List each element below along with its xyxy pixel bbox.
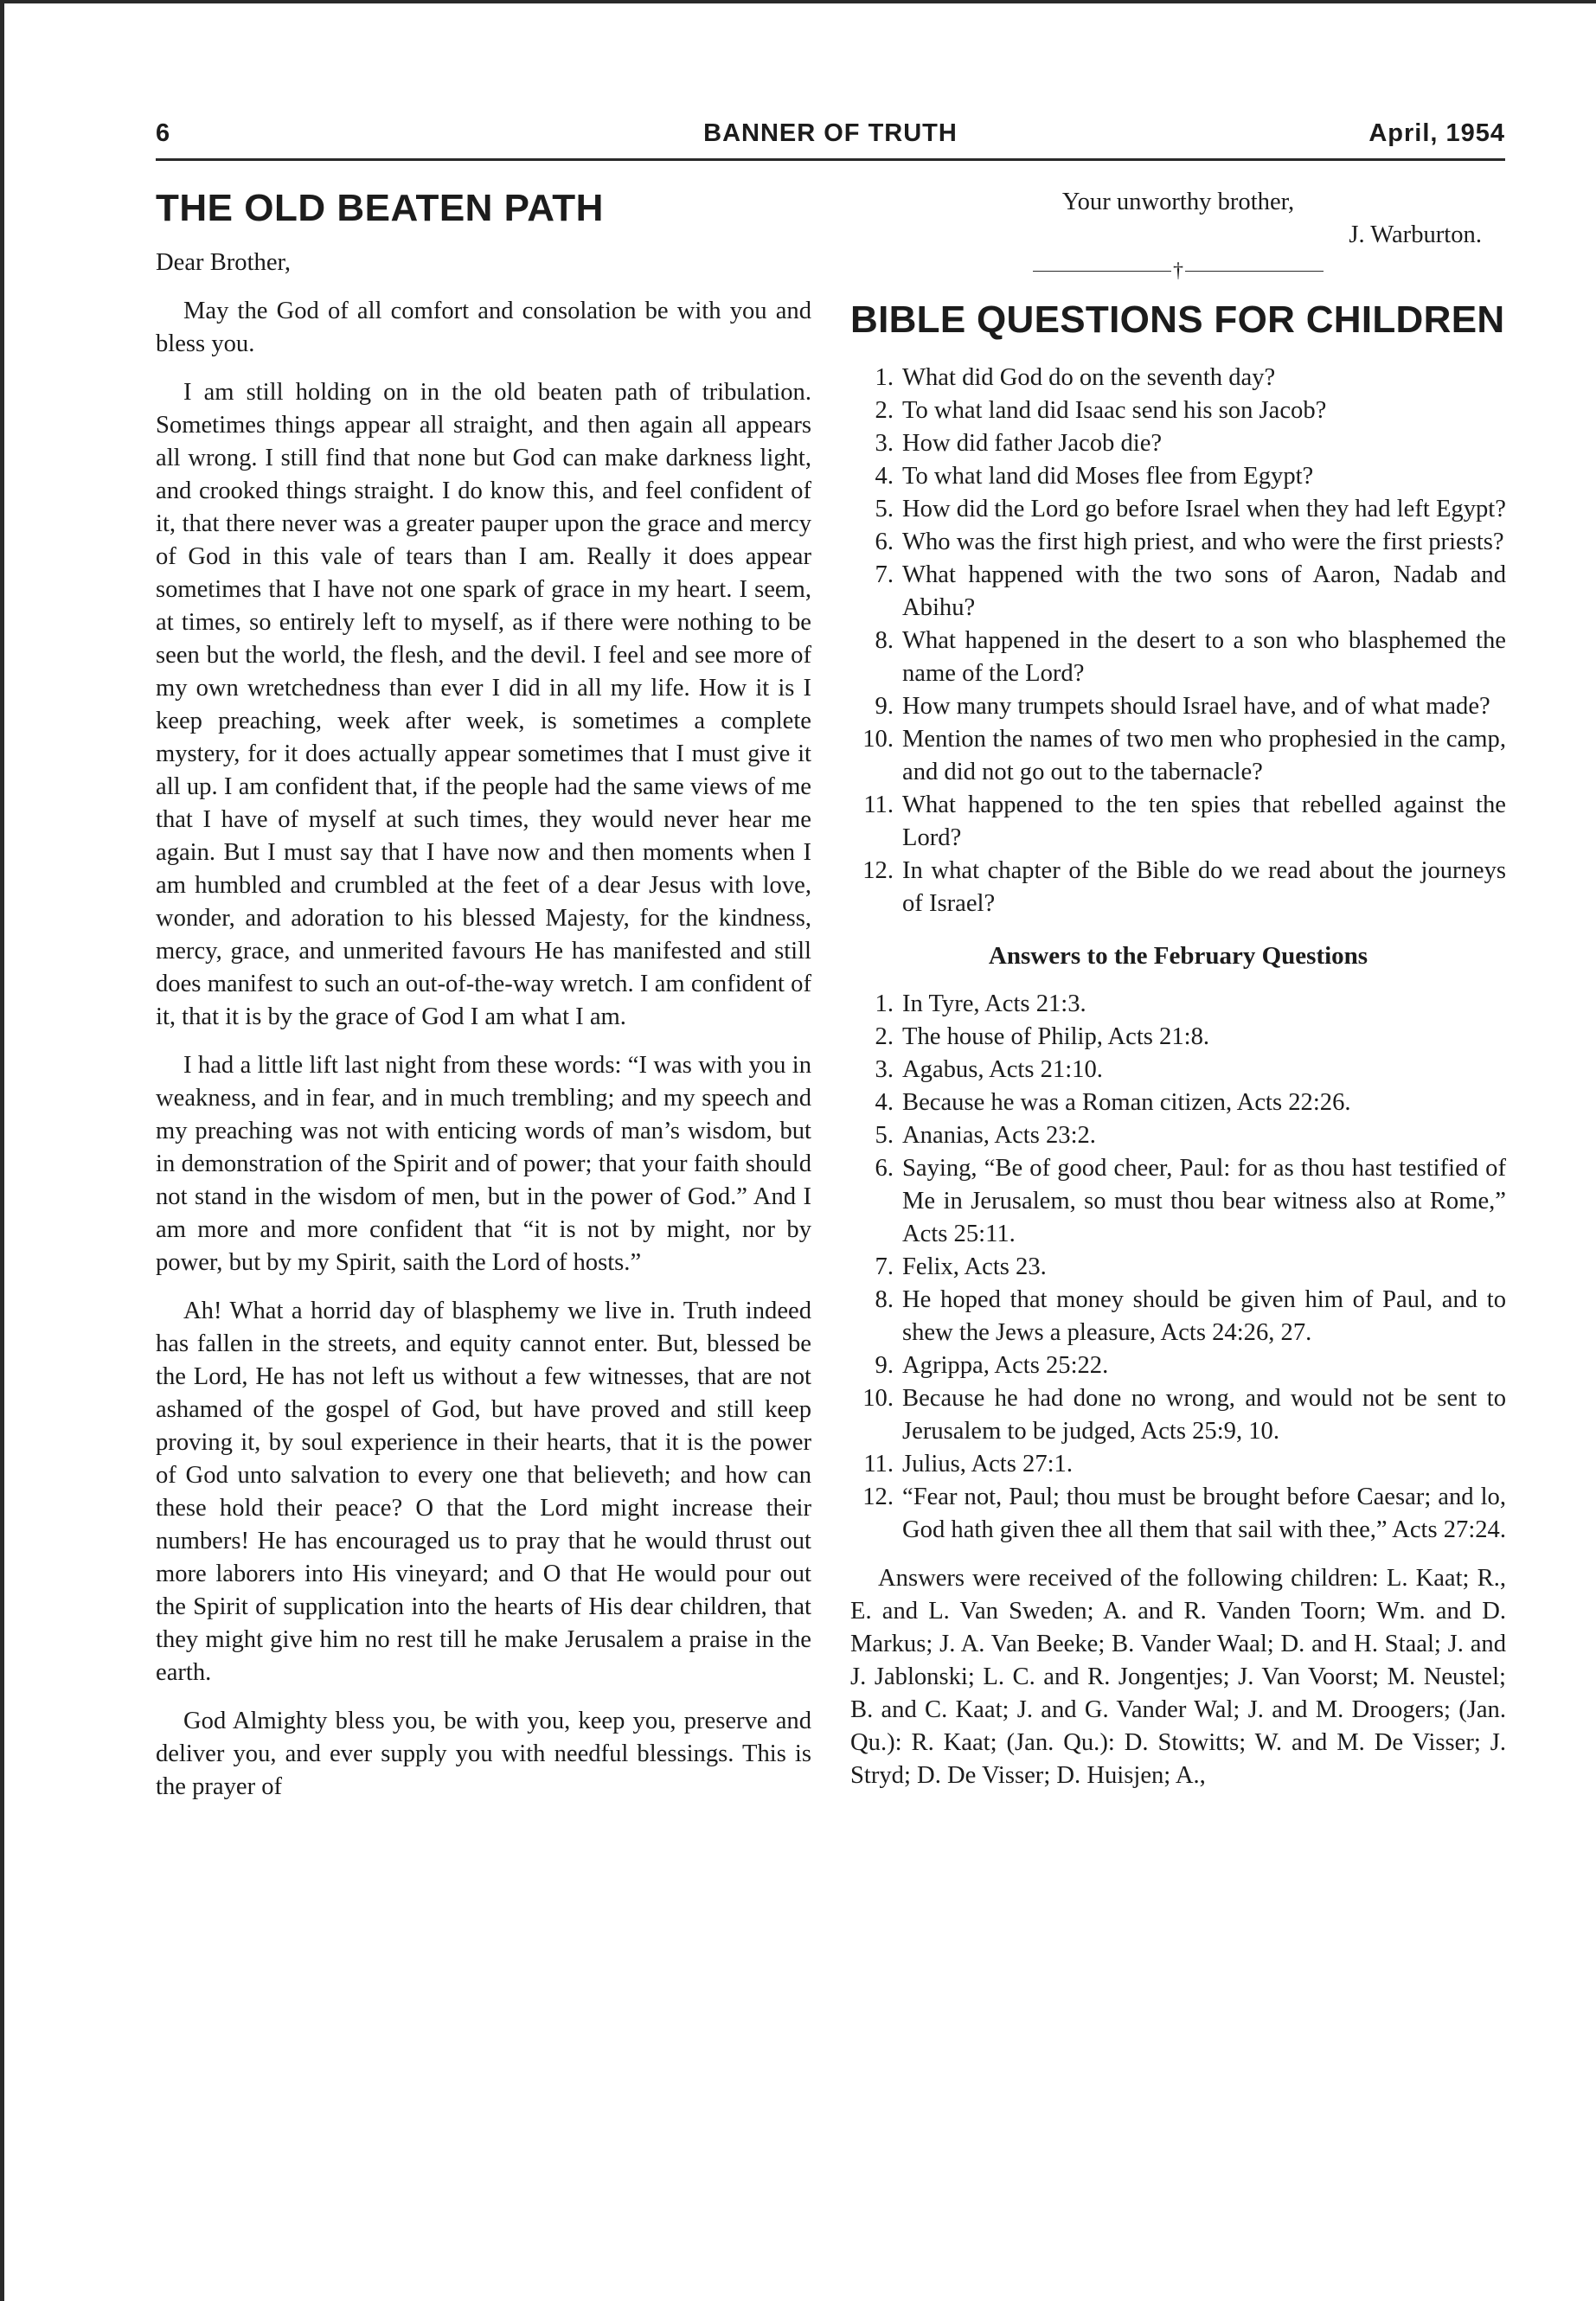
answer-item: 7. Felix, Acts 23. [875,1253,1047,1280]
answer-item: 5. Ananias, Acts 23:2. [875,1122,1096,1149]
masthead: BANNER OF TRUTH [703,119,958,147]
salutation: Dear Brother, [156,249,292,276]
received-note: Answers were received of the following children: L. Kaat; R., E. and L. Van Sweden; A. and R. Vanden Toorn; Wm. and D. Markus; J. A. Van Beeke; B. Vander Waal; D. and H. Staal; J. and J. Jablonski; L. C. and R. Jongentjes; J. Van Voorst; M. Neustel; B. and C. Kaat; J. and G. Vander Wal; J. and M. Droogers; (Jan. Qu.): R. Kaat; (Jan. Qu.): D. Stowitts; W. and M. De Visser; J. Stryd; D. De Visser; D. Huisjen; A., [850,1565,1506,1789]
issue-date: April, 1954 [1368,119,1505,147]
question-item: 5. How did the Lord go before Israel when they had left Egypt? [875,496,1506,522]
page-header [156,119,1505,156]
question-item: 7. What happened with the two sons of Aaron, Nadab and Abihu? [875,561,1506,621]
answers-list [850,988,1506,1547]
question-item: 12. In what chapter of the Bible do we read about the journeys of Israel? [862,857,1506,917]
article-paragraph: May the God of all comfort and consolation be with you and bless you. [156,298,811,357]
page-number: 6 [156,119,171,147]
answer-item: 1. In Tyre, Acts 21:3. [875,990,1086,1017]
question-item: 4. To what land did Moses flee from Egypt? [875,463,1314,490]
article-paragraph: I am still holding on in the old beaten path of tribulation. Sometimes things appear all straight, and then again all appears all wrong. I still find that none but God can make darkness light, and crooked things straight. I do know this, and feel confident of it, that there never was a greater pauper upon the grace and mercy of God in this vale of tears than I am. Really it does appear sometimes that I have not one spark of grace in my heart. I seem, at times, so entirely left to myself, as if there were nothing to be seen but the world, the flesh, and the devil. I feel and see more of my own wretchedness than ever I did in all my life. How it is I keep preaching, week after week, is sometimes a complete mystery, for it does actually appear sometimes that I must give it all up. I am confident that, if the people had the same views of me that I have of myself at such times, they would never hear me again. But I must say that I have now and then moments when I am humbled and crumbled at the feet of a dear Jesus with love, wonder, and adoration to his blessed Majesty, for the kindness, mercy, grace, and unmerited favours He has manifested and still does manifest to such an out-of-the-way wretch. I am confident of it, that it is by the grace of God I am what I am. [156,379,811,1030]
answer-item: 4. Because he was a Roman citizen, Acts 22:26. [875,1089,1351,1116]
answer-item: 9. Agrippa, Acts 25:22. [875,1352,1109,1379]
signature: J. Warburton. [1349,221,1482,248]
question-item: 3. How did father Jacob die? [875,430,1163,457]
question-item: 11. What happened to the ten spies that rebelled against the Lord? [863,792,1506,851]
question-item: 6. Who was the first high priest, and who were the first priests? [875,529,1504,555]
question-item: 8. What happened in the desert to a son who blasphemed the name of the Lord? [875,627,1506,687]
article-paragraph: I had a little lift last night from these words: “I was with you in weakness, and in fear, and in much trembling; and my speech and my preaching was not with enticing words of man’s wisdom, but in demonstration of the Spirit and of power; that your faith should not stand in the wisdom of men, but in the power of God.” And I am more and more confident that “it is not by might, nor by power, but by my Spirit, saith the Lord of hosts.” [156,1052,811,1276]
section-separator [850,253,1506,287]
cross-icon: † [1173,260,1183,282]
answer-item: 2. The house of Philip, Acts 21:8. [875,1023,1210,1050]
questions-list [850,362,1506,920]
left-column [156,186,811,1804]
right-column [850,186,1506,1792]
answer-item: 12. “Fear not, Paul; thou must be brought before Caesar; and lo, God hath given thee all them that sail with thee,” Acts 27:24. [862,1484,1507,1543]
question-item: 2. To what land did Isaac send his son Jacob? [875,397,1327,424]
questions-title: BIBLE QUESTIONS FOR CHILDREN [850,298,1505,341]
article-title: THE OLD BEATEN PATH [156,187,604,229]
answer-item: 3. Agabus, Acts 21:10. [875,1056,1103,1083]
answer-item: 6. Saying, “Be of good cheer, Paul: for as thou hast testified of Me in Jerusalem, so must thou bear witness also at Rome,” Acts 25:11. [875,1155,1506,1247]
question-item: 10. Mention the names of two men who prophesied in the camp, and did not go out to the tabernacle? [862,726,1506,785]
closing-line: Your unworthy brother, [1061,189,1295,215]
header-rule [156,158,1505,161]
answer-item: 11. Julius, Acts 27:1. [863,1451,1074,1477]
question-item: 1. What did God do on the seventh day? [875,364,1276,391]
answers-title: Answers to the February Questions [988,942,1368,970]
article-paragraph: God Almighty bless you, be with you, keep you, preserve and deliver you, and ever supply you with needful blessings. This is the prayer of [156,1708,811,1800]
answer-item: 8. He hoped that money should be given him of Paul, and to shew the Jews a pleasure, Acts 24:26, 27. [875,1286,1506,1346]
answer-item: 10. Because he had done no wrong, and would not be sent to Jerusalem to be judged, Acts 25:9, 10. [862,1385,1506,1445]
question-item: 9. How many trumpets should Israel have, and of what made? [875,693,1490,720]
article-paragraph: Ah! What a horrid day of blasphemy we live in. Truth indeed has fallen in the streets, and equity cannot enter. But, blessed be the Lord, He has not left us without a few witnesses, that are not ashamed of the gospel of God, but have proved and still keep proving it, by soul experience in their hearts, that it is the power of God unto salvation to every one that believeth; and how can these hold their peace? O that the Lord might increase their numbers! He has encouraged us to pray that he would thrust out more laborers into His vineyard; and O that He would pour out the Spirit of supplication into the hearts of His dear children, that they might give him no rest till he make Jerusalem a praise in the earth. [156,1298,811,1686]
